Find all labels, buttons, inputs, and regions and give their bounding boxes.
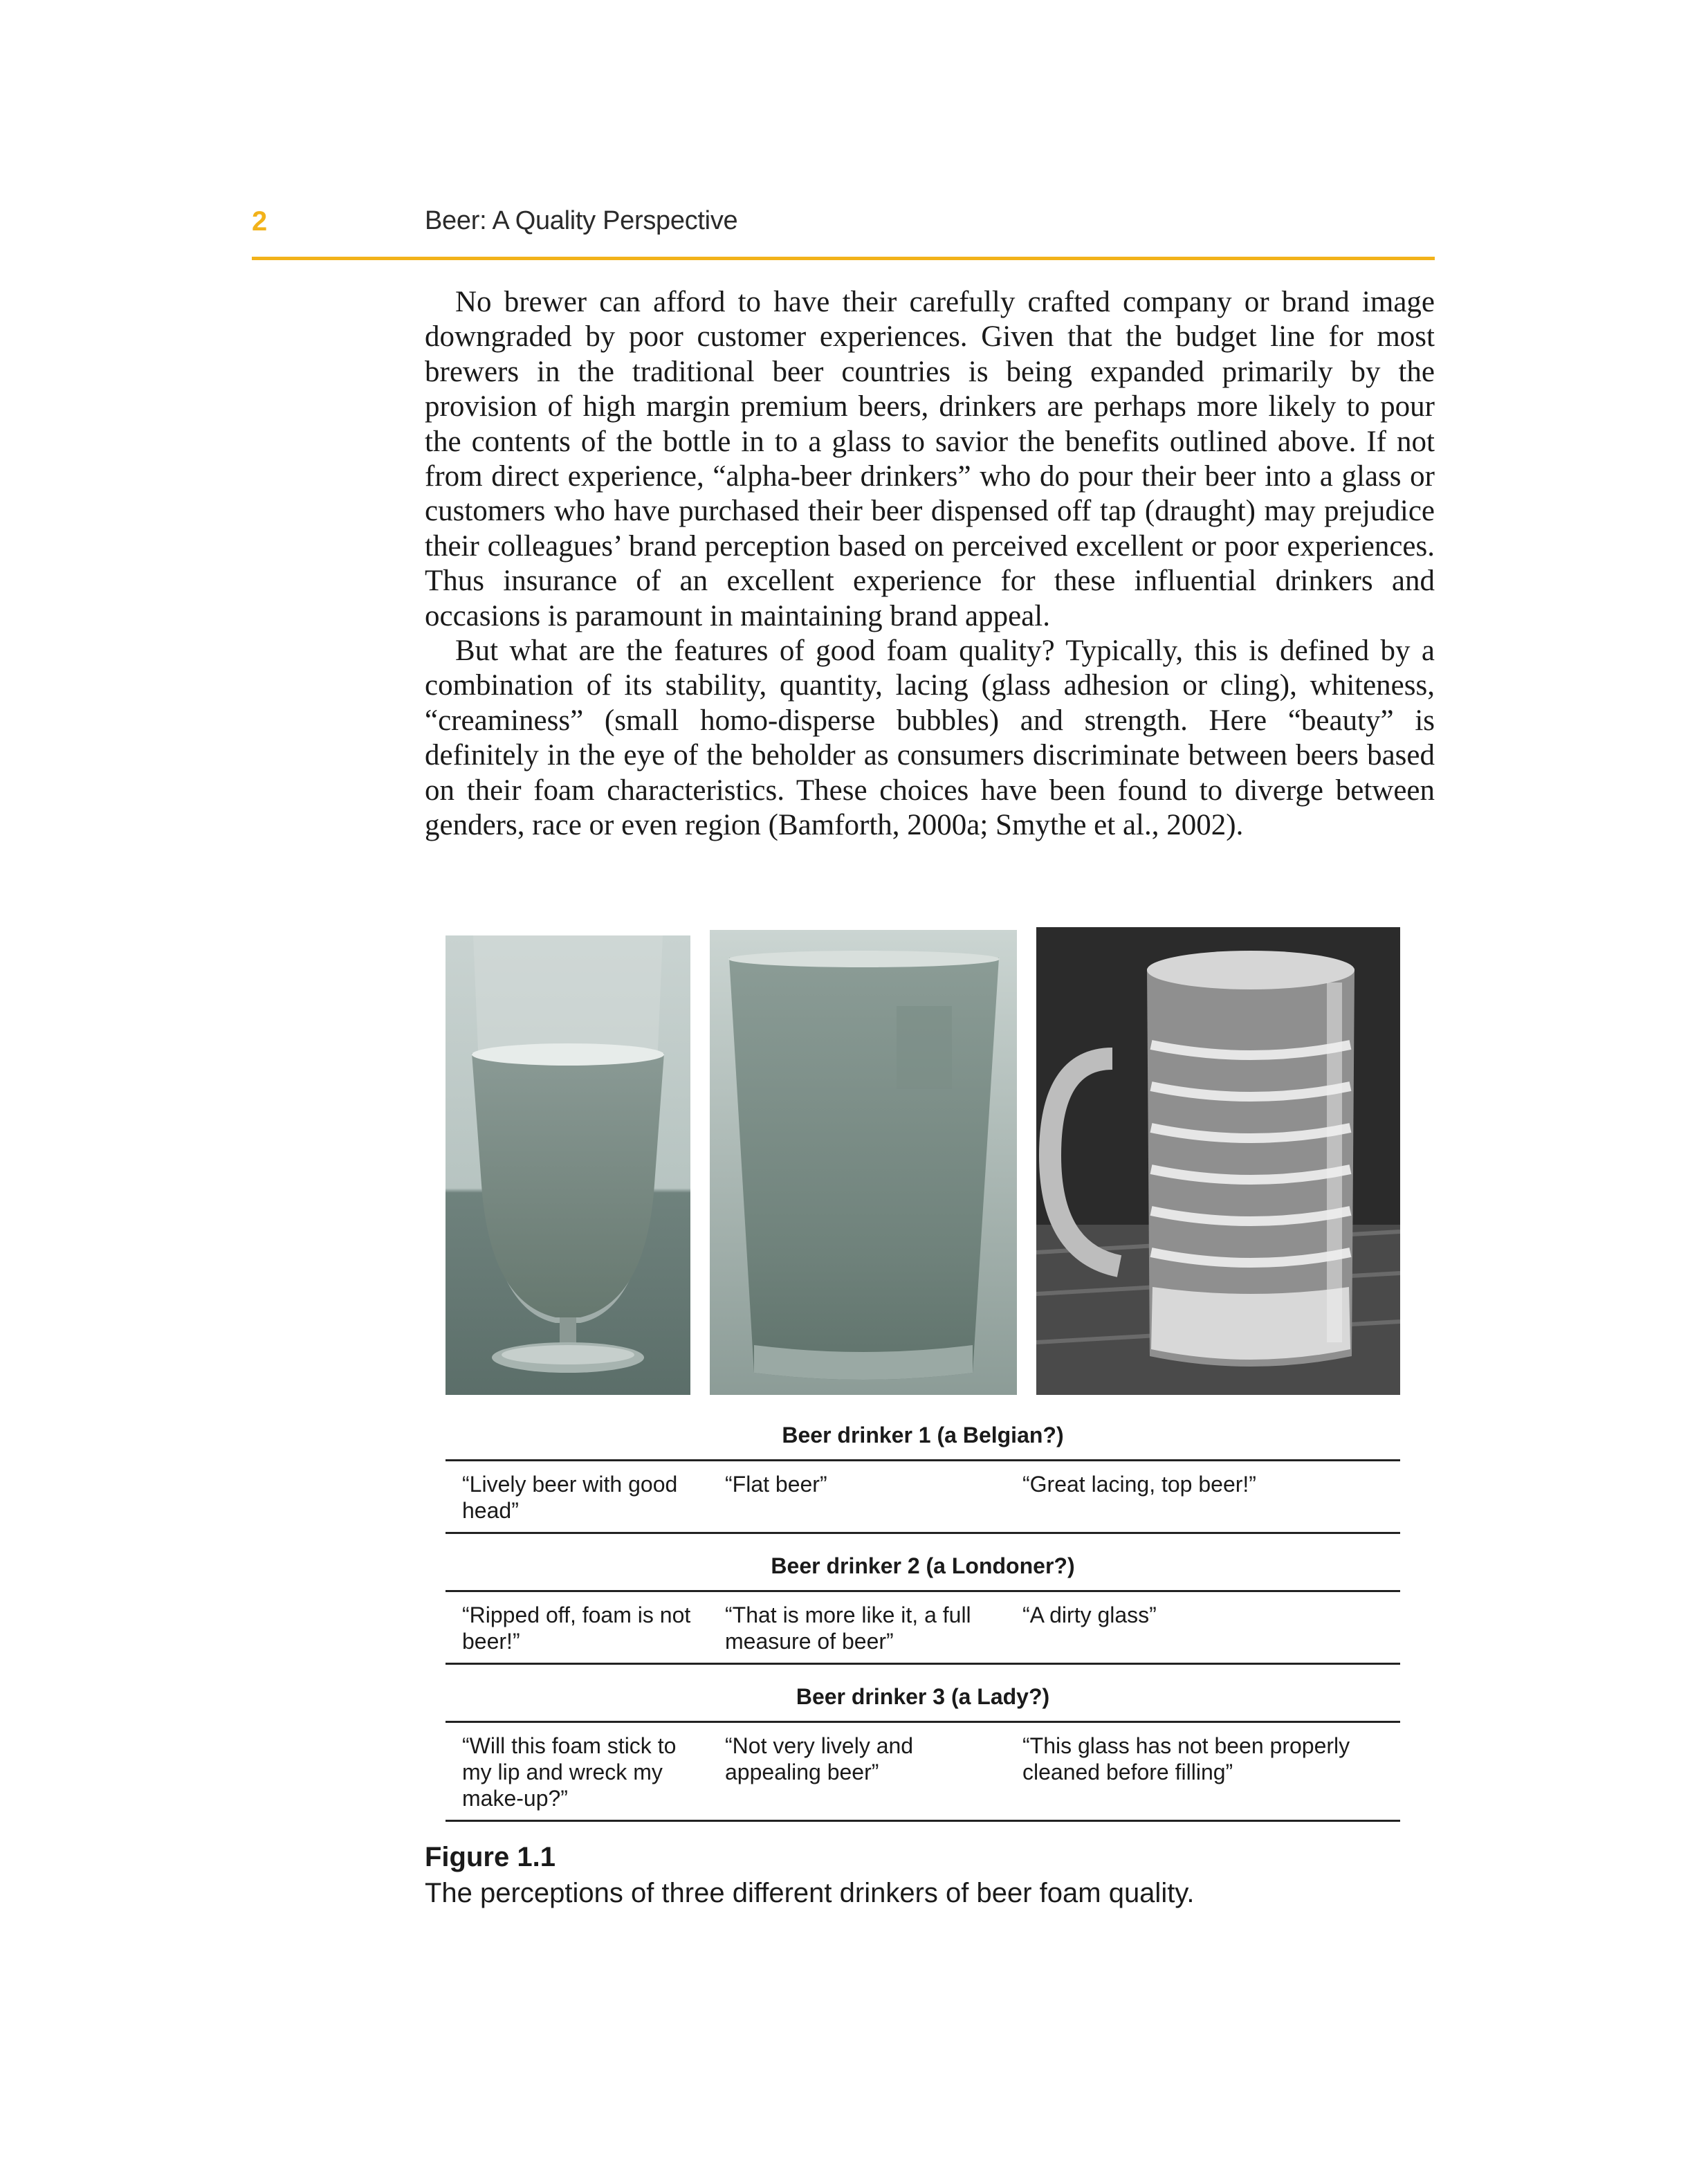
photo-mug-lacing bbox=[1036, 927, 1400, 1395]
quote-glass-3: “Great lacing, top beer!” bbox=[1022, 1472, 1256, 1497]
photo-goblet-glass bbox=[446, 935, 690, 1395]
quote-glass-1: “Ripped off, foam is not beer!” bbox=[462, 1602, 691, 1654]
quote-row bbox=[446, 1461, 1400, 1532]
body-text bbox=[425, 285, 1435, 843]
running-header bbox=[252, 205, 1435, 260]
quote-row bbox=[446, 1723, 1400, 1820]
running-title: Beer: A Quality Perspective bbox=[425, 206, 738, 235]
figure-caption-text: The perceptions of three different drinkers of beer foam quality. bbox=[425, 1878, 1195, 1908]
quote-glass-2: “Flat beer” bbox=[725, 1472, 827, 1497]
quote-glass-1: “Will this foam stick to my lip and wreck my make-up?” bbox=[462, 1733, 677, 1811]
drinker-heading: Beer drinker 2 (a Londoner?) bbox=[771, 1553, 1075, 1578]
header-rule bbox=[252, 257, 1435, 260]
paragraph: But what are the features of good foam quality? Typically, this is defined by a combination of its stability, quantity, lacing (glass adhesion or cling), whiteness, “creaminess” (small homo-disperse bubbles) and strength. Here “beauty” is definitely in the eye of the beholder as consumers discriminate between beers based on their foam characteristics. These choices have been found to diverge between genders, race or even region (Bamforth, 2000a; Smythe et al., 2002). bbox=[425, 634, 1435, 842]
quote-glass-3: “This glass has not been properly cleaned before filling” bbox=[1022, 1733, 1350, 1784]
drinker-heading: Beer drinker 1 (a Belgian?) bbox=[782, 1423, 1064, 1447]
figure-photos bbox=[446, 927, 1400, 1395]
photo-pint-glass bbox=[710, 930, 1017, 1395]
figure-label: Figure 1.1 bbox=[425, 1842, 555, 1872]
quote-glass-2: “Not very lively and appealing beer” bbox=[725, 1733, 914, 1784]
drinker-quotes-table bbox=[446, 1412, 1400, 1822]
figure-caption bbox=[425, 1839, 1435, 1911]
quote-glass-1: “Lively beer with good head” bbox=[462, 1472, 678, 1523]
table-rule bbox=[446, 1820, 1400, 1822]
paragraph: No brewer can afford to have their carefully crafted company or brand image downgraded by poor customer experiences. Given that the budget line for most brewers in the traditional beer countries is being expanded primarily by the provision of high margin premium beers, drinkers are perhaps more likely to pour the contents of the bottle in to a glass to savior the benefits outlined above. If not from direct experience, “alpha-beer drinkers” who do pour their beer into a glass or customers who have purchased their beer dispensed off tap (draught) may prejudice their colleagues’ brand perception based on perceived excellent or poor experiences. Thus insurance of an excellent experience for these influential drinkers and occasions is paramount in maintaining brand appeal. bbox=[425, 286, 1435, 632]
drinker-heading: Beer drinker 3 (a Lady?) bbox=[796, 1684, 1050, 1709]
page-number: 2 bbox=[252, 206, 268, 237]
quote-glass-3: “A dirty glass” bbox=[1022, 1602, 1157, 1627]
quote-glass-2: “That is more like it, a full measure of beer” bbox=[725, 1602, 971, 1654]
quote-row bbox=[446, 1592, 1400, 1663]
